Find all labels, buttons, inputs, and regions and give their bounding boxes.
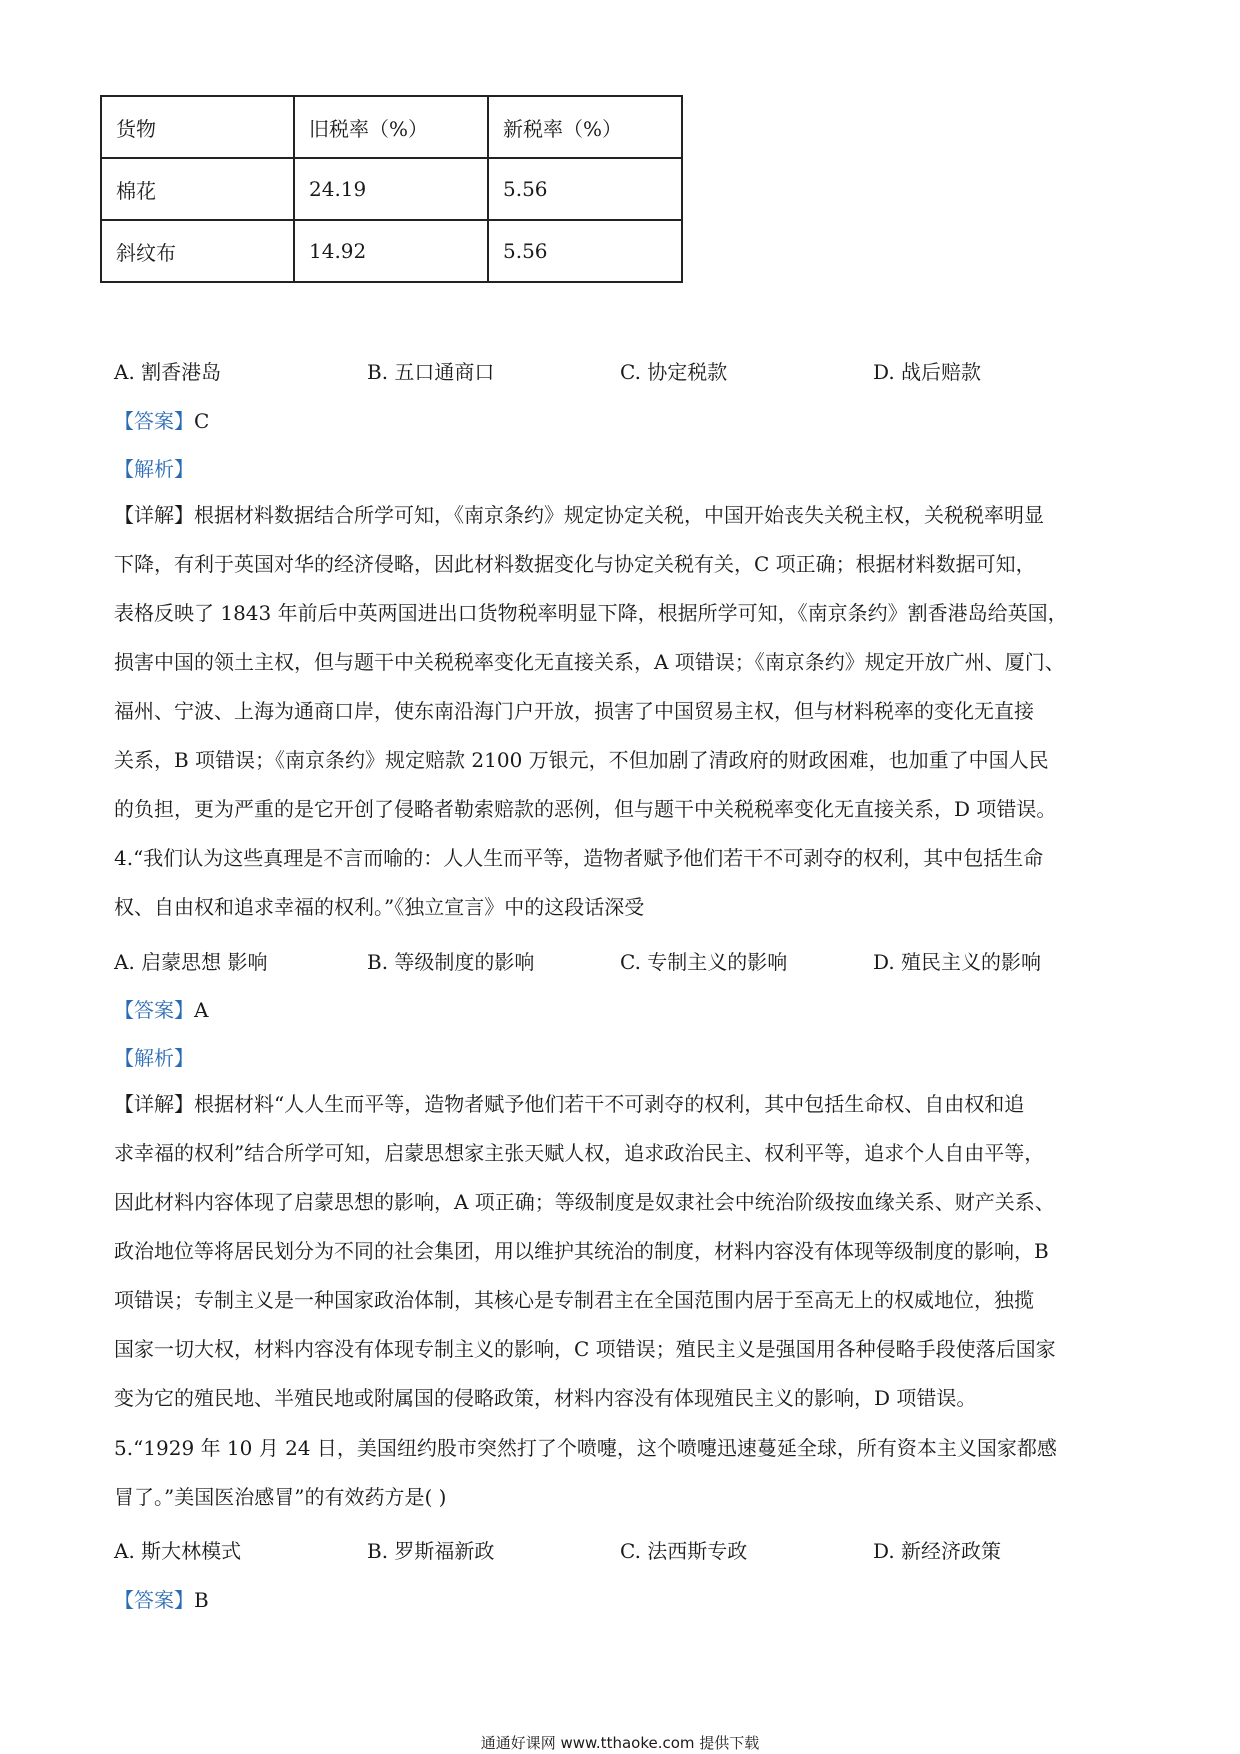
question-stem-line: 冒了。”美国医治感冒”的有效药方是( ) [114, 1485, 447, 1509]
table-cell: 5.56 [488, 220, 682, 282]
q4-option-d: D. 殖民主义的影响 [873, 950, 1042, 974]
q3-option-b: B. 五口通商口 [367, 360, 495, 384]
detail-line: 政治地位等将居民划分为不同的社会集团，用以维护其统治的制度，材料内容没有体现等级制度的影响，B [114, 1239, 1049, 1263]
detail-line: 项错误；专制主义是一种国家政治体制，其核心是专制君主在全国范围内居于至高无上的权威地位，独揽 [114, 1288, 1034, 1312]
answer-value: B [194, 1588, 209, 1612]
analysis-label: 【解析】 [114, 457, 194, 481]
q4-option-b: B. 等级制度的影响 [367, 950, 535, 974]
q4-option-a: A. 启蒙思想 影响 [114, 950, 268, 974]
table-cell: 14.92 [294, 220, 488, 282]
table-header-cell: 货物 [101, 96, 294, 158]
table-header-cell: 旧税率（%） [294, 96, 488, 158]
analysis-label: 【解析】 [114, 1046, 194, 1070]
q5-option-b: B. 罗斯福新政 [367, 1539, 495, 1563]
detail-label: 【详解】 [114, 1092, 194, 1116]
q3-option-c: C. 协定税款 [620, 360, 728, 384]
answer-value: A [194, 998, 209, 1022]
answer-label: 【答案】 [114, 1588, 194, 1612]
q4-option-c: C. 专制主义的影响 [620, 950, 788, 974]
q3-option-d: D. 战后赔款 [873, 360, 982, 384]
tax-rate-table [100, 95, 683, 283]
q4-analysis-heading [114, 1042, 1134, 1071]
q3-option-a: A. 割香港岛 [114, 360, 222, 384]
q3-analysis-heading [114, 453, 1134, 482]
detail-line: 的负担，更为严重的是它开创了侵略者勒索赔款的恶例，但与题干中关税税率变化无直接关系，D 项错误。 [114, 797, 1057, 821]
question-stem-line: 4.“我们认为这些真理是不言而喻的：人人生而平等，造物者赋予他们若干不可剥夺的权利，其中包括生命 [114, 846, 1044, 870]
table-header-row [101, 96, 682, 158]
detail-label: 【详解】 [114, 503, 194, 527]
detail-line: 根据材料数据结合所学可知，《南京条约》规定协定关税，中国开始丧失关税主权，关税税率明显 [194, 503, 1044, 527]
answer-label: 【答案】 [114, 409, 194, 433]
q5-option-d: D. 新经济政策 [873, 1539, 1002, 1563]
answer-value: C [194, 409, 210, 433]
detail-line: 损害中国的领土主权，但与题干中关税税率变化无直接关系，A 项错误；《南京条约》规定开放广州、厦门、 [114, 650, 1065, 674]
detail-line: 国家一切大权，材料内容没有体现专制主义的影响，C 项错误；殖民主义是强国用各种侵略手段使落后国家 [114, 1337, 1056, 1361]
table-row [101, 220, 682, 282]
q5-option-a: A. 斯大林模式 [114, 1539, 242, 1563]
page-footer: 通通好课网 www.tthaoke.com 提供下载 [480, 1734, 760, 1752]
table-cell: 斜纹布 [101, 220, 294, 282]
question-stem-line: 权、自由权和追求幸福的权利。”《独立宣言》中的这段话深受 [114, 895, 645, 919]
q5-option-c: C. 法西斯专政 [620, 1539, 748, 1563]
table-header-cell: 新税率（%） [488, 96, 682, 158]
q5-stem [114, 1424, 1138, 1522]
q3-answer [114, 405, 1134, 434]
table-cell: 5.56 [488, 158, 682, 220]
q4-stem [114, 834, 1138, 932]
table-cell: 24.19 [294, 158, 488, 220]
detail-line: 求幸福的权利”结合所学可知，启蒙思想家主张天赋人权，追求政治民主、权利平等，追求个人自由平等， [114, 1141, 1045, 1165]
detail-line: 变为它的殖民地、半殖民地或附属国的侵略政策，材料内容没有体现殖民主义的影响，D 项错误。 [114, 1386, 977, 1410]
q4-detail [114, 1080, 1138, 1423]
table-cell: 棉花 [101, 158, 294, 220]
detail-line: 下降，有利于英国对华的经济侵略，因此材料数据变化与协定关税有关，C 项正确；根据材料数据可知， [114, 552, 1036, 576]
q5-answer [114, 1584, 1134, 1613]
q3-detail [114, 491, 1138, 834]
question-stem-line: 5.“1929 年 10 月 24 日，美国纽约股市突然打了个喷嚏，这个喷嚏迅速蔓延全球，所有资本主义国家都感 [114, 1436, 1057, 1460]
answer-label: 【答案】 [114, 998, 194, 1022]
detail-line: 因此材料内容体现了启蒙思想的影响，A 项正确；等级制度是奴隶社会中统治阶级按血缘关系、财产关系、 [114, 1190, 1055, 1214]
detail-line: 关系，B 项错误；《南京条约》规定赔款 2100 万银元，不但加剧了清政府的财政困难，也加重了中国人民 [114, 748, 1049, 772]
detail-line: 福州、宁波、上海为通商口岸，使东南沿海门户开放，损害了中国贸易主权，但与材料税率的变化无直接 [114, 699, 1034, 723]
table-row [101, 158, 682, 220]
detail-line: 根据材料“人人生而平等，造物者赋予他们若干不可剥夺的权利，其中包括生命权、自由权和追 [194, 1092, 1025, 1116]
detail-line: 表格反映了 1843 年前后中英两国进出口货物税率明显下降，根据所学可知，《南京条约》割香港岛给英国， [114, 601, 1068, 625]
q4-answer [114, 994, 1134, 1023]
